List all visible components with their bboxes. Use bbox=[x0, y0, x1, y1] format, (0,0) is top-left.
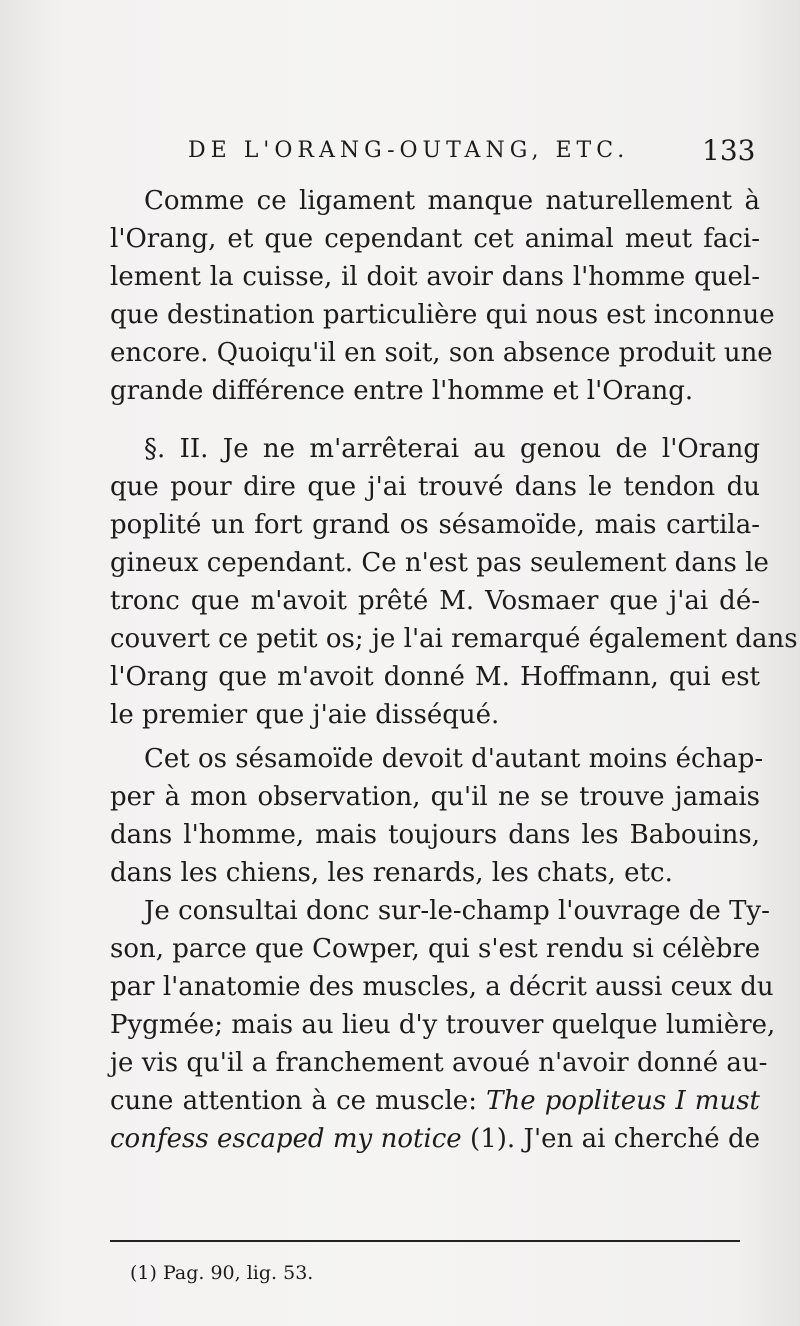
footnote-rule bbox=[110, 1240, 740, 1242]
text-line: §. II. Je ne m'arrêterai au genou de l'Orang bbox=[144, 434, 760, 464]
text-line: Pygmée; mais au lieu d'y trouver quelque lumière, bbox=[110, 1010, 776, 1040]
paragraph bbox=[110, 740, 764, 892]
page-body bbox=[110, 182, 798, 1158]
english-quote: confess escaped my notice bbox=[110, 1124, 462, 1154]
text-line: gineux cependant. Ce n'est pas seulement dans le bbox=[110, 548, 769, 578]
page-header bbox=[188, 136, 768, 176]
text-line: encore. Quoiqu'il en soit, son absence produit une bbox=[110, 338, 773, 368]
running-head: DE L'ORANG-OUTANG, ETC. bbox=[188, 138, 630, 163]
text-line: per à mon observation, qu'il ne se trouve jamais bbox=[110, 782, 760, 812]
text-line: que pour dire que j'ai trouvé dans le tendon du bbox=[110, 472, 760, 502]
paragraph bbox=[110, 182, 775, 410]
text-fragment: cune attention à ce muscle: bbox=[110, 1086, 487, 1116]
paragraph bbox=[110, 430, 798, 734]
text-line bbox=[110, 1082, 760, 1120]
text-line: couvert ce petit os; je l'ai remarqué également dans bbox=[110, 624, 798, 654]
text-line: poplité un fort grand os sésamoïde, mais cartila- bbox=[110, 510, 760, 540]
paragraph bbox=[110, 892, 776, 1158]
section-gap bbox=[110, 410, 760, 430]
text-line: l'Orang que m'avoit donné M. Hoffmann, qui est bbox=[110, 662, 760, 692]
text-line: Cet os sésamoïde devoit d'autant moins échap- bbox=[144, 744, 764, 774]
text-line: lement la cuisse, il doit avoir dans l'homme quel- bbox=[110, 262, 760, 292]
text-line: je vis qu'il a franchement avoué n'avoir donné au- bbox=[110, 1048, 768, 1078]
footnote: (1) Pag. 90, lig. 53. bbox=[130, 1262, 314, 1284]
text-line: dans les chiens, les renards, les chats, etc. bbox=[110, 858, 673, 888]
text-line: que destination particulière qui nous est inconnue bbox=[110, 300, 775, 330]
text-line: Je consultai donc sur-le-champ l'ouvrage de Ty- bbox=[144, 896, 770, 926]
text-line: l'Orang, et que cependant cet animal meut faci- bbox=[110, 224, 760, 254]
text-line bbox=[110, 1120, 760, 1158]
text-line: dans l'homme, mais toujours dans les Babouins, bbox=[110, 820, 760, 850]
text-line: son, parce que Cowper, qui s'est rendu si célèbre bbox=[110, 934, 761, 964]
text-fragment: (1). J'en ai cherché de bbox=[461, 1124, 760, 1154]
text-line: par l'anatomie des muscles, a décrit aussi ceux du bbox=[110, 972, 774, 1002]
english-quote: The popliteus I must bbox=[486, 1086, 760, 1116]
text-line: le premier que j'aie disséqué. bbox=[110, 700, 500, 730]
text-line: Comme ce ligament manque naturellement à bbox=[144, 186, 760, 216]
text-line: tronc que m'avoit prêté M. Vosmaer que j'ai dé- bbox=[110, 586, 760, 616]
text-line: grande différence entre l'homme et l'Orang. bbox=[110, 376, 694, 406]
page-number: 133 bbox=[702, 134, 756, 167]
